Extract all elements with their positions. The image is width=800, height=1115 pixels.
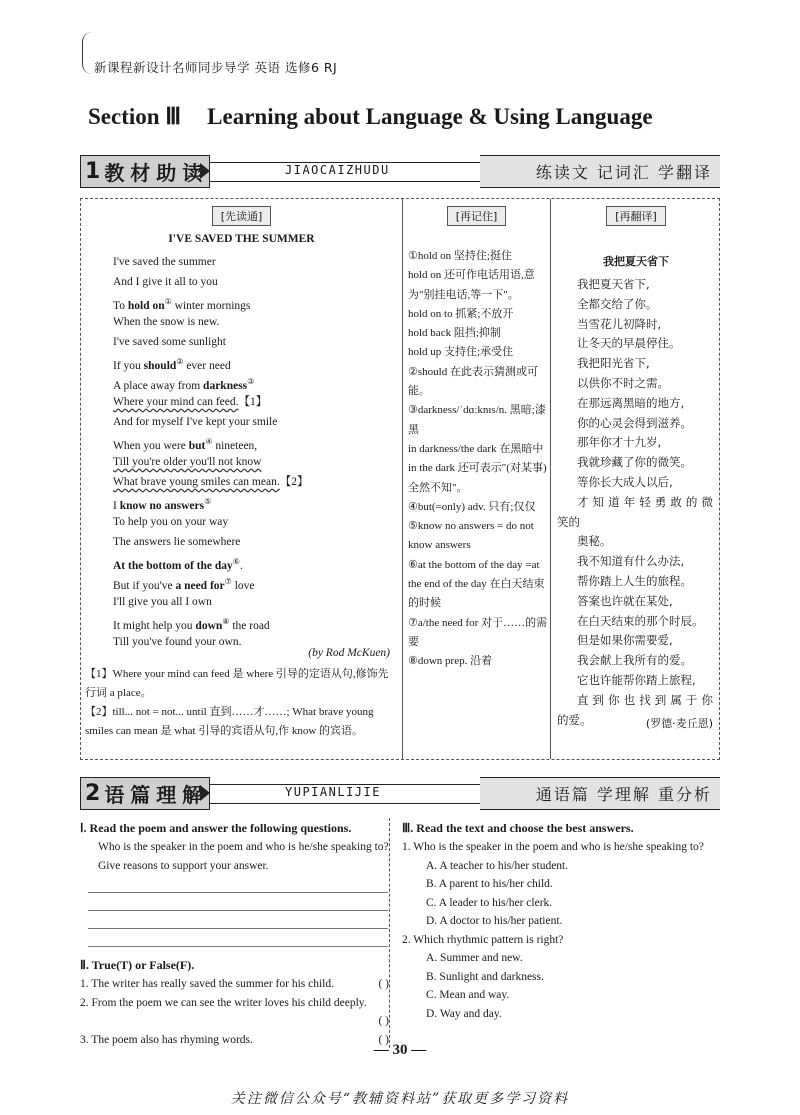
poem-body [113, 252, 308, 652]
mc-question: 1. Who is the speaker in the poem and who is he/she speaking to? [402, 841, 704, 853]
band-textbook-reading [80, 155, 720, 188]
band-number: 2 [85, 781, 101, 806]
vocab-item: ③darkness/ˈdɑːknɪs/n. 黑暗;漆黑 [408, 404, 546, 436]
exercise-left-column [80, 818, 390, 1048]
tf-statement: 1. The writer has really saved the summer for his child. [80, 978, 334, 990]
translation-line: 以供你不时之需。 [577, 375, 669, 390]
poem-title: I'VE SAVED THE SUMMER [168, 233, 315, 245]
col-head-read: [先读通] [212, 206, 272, 226]
part3-heading: Ⅲ. Read the text and choose the best answers. [402, 821, 634, 835]
mc-option[interactable]: A. Summer and new. [426, 952, 523, 964]
section-name: Learning about Language & Using Language [207, 104, 653, 129]
tf-answer-blank[interactable]: ( ) [378, 1015, 389, 1027]
tf-statement: 2. From the poem we can see the writer loves his child deeply. [80, 996, 367, 1009]
exercise-area [80, 818, 720, 1048]
tf-item-continuation [80, 1012, 389, 1031]
translation-line: 直到你也找到属于你 [577, 692, 713, 707]
translation-line: 答案也许就在某处, [577, 593, 673, 608]
vocab-item: ⑥at the bottom of the day =at the end of the day 在白天结束的时候 [408, 558, 545, 610]
section-number: Section Ⅲ [88, 104, 182, 129]
translation-line: 全都交给了你。 [577, 296, 658, 311]
translation-author: (罗德·麦丘恩) [645, 717, 713, 730]
translation-line: 才知道年轻勇敢的微 [577, 494, 713, 509]
mc-option[interactable]: D. Way and day. [426, 1007, 502, 1020]
vocab-item: hold up 支持住;承受住 [408, 346, 514, 359]
band-slogan: 练读文 记词汇 学翻译 [535, 163, 712, 182]
translation-title: 我把夏天省下 [603, 255, 669, 268]
mc-option[interactable]: D. A doctor to his/her patient. [426, 915, 563, 927]
answer-line[interactable] [88, 929, 388, 947]
translation-line: 我就珍藏了你的微笑。 [577, 455, 692, 470]
vocab-item: in darkness/the dark 在黑暗中 [408, 442, 544, 455]
note-item: 【2】till... not = not... until 直到……才……; What brave young smiles can mean 是 what 引导的宾语从句,作 know 的宾语。 [85, 706, 374, 737]
mc-option[interactable]: A. A teacher to his/her student. [426, 859, 569, 872]
poem-line: A place away from darkness③ [113, 377, 255, 392]
translation-line: 在那远离黑暗的地方, [577, 395, 685, 410]
translation-line: 等你长大成人以后, [577, 474, 673, 489]
answer-line[interactable] [88, 893, 388, 911]
vocab-item: ⑤know no answers = do not know answers [408, 520, 534, 552]
vocab-item: ④but(=only) adv. 只有;仅仅 [408, 500, 536, 513]
translation-line: 笑的 [557, 514, 580, 529]
footer-notice: 关注微信公众号“教辅资料站”获取更多学习资料 [230, 1091, 570, 1107]
tf-statement: 3. The poem also has rhyming words. [80, 1033, 253, 1046]
band-title: 教材助读 [104, 161, 209, 185]
mc-option[interactable]: B. A parent to his/her child. [426, 878, 553, 890]
poem-line: And for myself I've kept your smile [113, 416, 278, 428]
answer-line[interactable] [88, 875, 388, 893]
translation-line: 我不知道有什么办法, [577, 554, 685, 569]
vocab-item: ①hold on 坚持住;挺住 [408, 250, 512, 262]
part1-heading: Ⅰ. Read the poem and answer the following questions. [80, 821, 352, 835]
header-bracket [82, 32, 92, 74]
poem-line: To hold on① winter mornings [113, 297, 251, 312]
mc-option[interactable]: B. Sunlight and darkness. [426, 970, 544, 983]
translation-line: 当雪花儿初降时, [577, 316, 662, 331]
band-text-comprehension [80, 777, 720, 810]
translation-body [557, 275, 713, 730]
part1-question: Who is the speaker in the poem and who is he/she speaking to? Give reasons to support your answer. [98, 841, 389, 872]
poem-line: But if you've a need for⑦ love [113, 577, 255, 592]
vocab-item: ⑧down prep. 沿着 [408, 655, 493, 668]
translation-line: 让冬天的早晨停住。 [577, 336, 681, 351]
page-number: — 30 — [373, 1042, 427, 1058]
poem-line: Till you're older you'll not know [113, 456, 262, 468]
poem-line: It might help you down⑧ the road [113, 617, 270, 632]
band-slogan-box [480, 155, 720, 188]
poem-line: Where your mind can feed.【1】 [113, 396, 268, 408]
band-pinyin: YUPIANLIJIE [285, 785, 381, 799]
band-arrow-icon [200, 785, 210, 801]
band-slogan-box [480, 777, 720, 810]
col-head-translate: [再翻译] [606, 206, 666, 226]
poem-line: And I give it all to you [113, 276, 218, 288]
poem-line: The answers lie somewhere [113, 536, 241, 548]
translation-line: 我把夏天省下, [577, 277, 650, 291]
translation-line: 你的心灵会得到滋养。 [577, 415, 692, 430]
poem-line: I've saved some sunlight [113, 336, 226, 348]
translation-line: 那年你才十九岁, [577, 435, 662, 450]
poem-line: If you should② ever need [113, 357, 231, 372]
vocab-list [408, 247, 548, 672]
band-label [80, 155, 210, 188]
tf-item [80, 994, 389, 1013]
mc-option[interactable]: C. Mean and way. [426, 989, 510, 1001]
poem-line: I'll give you all I own [113, 596, 212, 608]
translation-line: 的爱。 [557, 712, 592, 727]
poem-line: I've saved the summer [113, 256, 216, 268]
band-label [80, 777, 210, 810]
note-item: 【1】Where your mind can feed 是 where 引导的定语从句,修饰先行词 a place。 [85, 668, 389, 699]
column-translation [551, 199, 721, 759]
answer-line[interactable] [88, 911, 388, 929]
translation-line: 帮你踏上人生的旅程。 [577, 573, 692, 588]
band-pinyin: JIAOCAIZHUDU [285, 163, 390, 177]
poem-line: When you were but④ nineteen, [113, 437, 258, 452]
translation-line: 但是如果你需要爱, [577, 633, 673, 648]
tf-answer-blank[interactable]: ( ) [378, 1033, 389, 1046]
translation-line: 我会献上我所有的爱。 [577, 653, 692, 668]
section-title [88, 104, 653, 130]
translation-line: 奥秘。 [577, 534, 612, 549]
running-header [80, 30, 720, 78]
poem-line: When the snow is new. [113, 316, 220, 328]
reading-box [80, 198, 720, 760]
translation-line: 我把阳光省下, [577, 356, 650, 371]
vocab-item: ⑦a/the need for 对于……的需要 [408, 616, 548, 648]
poem-line: Till you've found your own. [113, 636, 242, 648]
poem-notes [85, 665, 397, 741]
vocab-item: hold on to 抓紧;不放开 [408, 307, 514, 320]
translation-line: 在白天结束的那个时辰。 [577, 613, 704, 628]
col-head-memorize: [再记住] [447, 206, 507, 226]
vocab-item: in the dark 还可表示"(对某事)全然不知"。 [408, 462, 547, 494]
vocab-item: hold on 还可作电话用语,意为"别挂电话,等一下"。 [408, 269, 535, 301]
mc-option[interactable]: C. A leader to his/her clerk. [426, 896, 553, 909]
tf-item [80, 975, 389, 994]
poem-line: At the bottom of the day⑥. [113, 557, 243, 572]
band-number: 1 [85, 159, 101, 184]
part2-heading: Ⅱ. True(T) or False(F). [80, 958, 195, 972]
column-poem [81, 199, 403, 759]
vocab-item: ②should 在此表示猜测或可能。 [408, 365, 538, 398]
book-title: 新课程新设计名师同步导学 英语 选修6 RJ [94, 60, 338, 75]
poem-line: I know no answers⑤ [113, 497, 212, 512]
column-vocabulary [403, 199, 551, 759]
exercise-right-column [402, 818, 720, 1048]
band-title: 语篇理解 [104, 783, 209, 807]
poem-line: To help you on your way [113, 516, 229, 528]
translation-line: 它也许能帮你踏上旅程, [577, 672, 696, 687]
band-slogan: 通语篇 学理解 重分析 [535, 785, 712, 804]
poem-line: What brave young smiles can mean.【2】 [113, 476, 309, 488]
band-arrow-icon [200, 163, 210, 179]
mc-question: 2. Which rhythmic pattern is right? [402, 933, 564, 946]
poem-author: (by Rod McKuen) [308, 647, 390, 659]
tf-answer-blank[interactable]: ( ) [378, 978, 389, 990]
vocab-item: hold back 阻挡;抑制 [408, 327, 501, 340]
